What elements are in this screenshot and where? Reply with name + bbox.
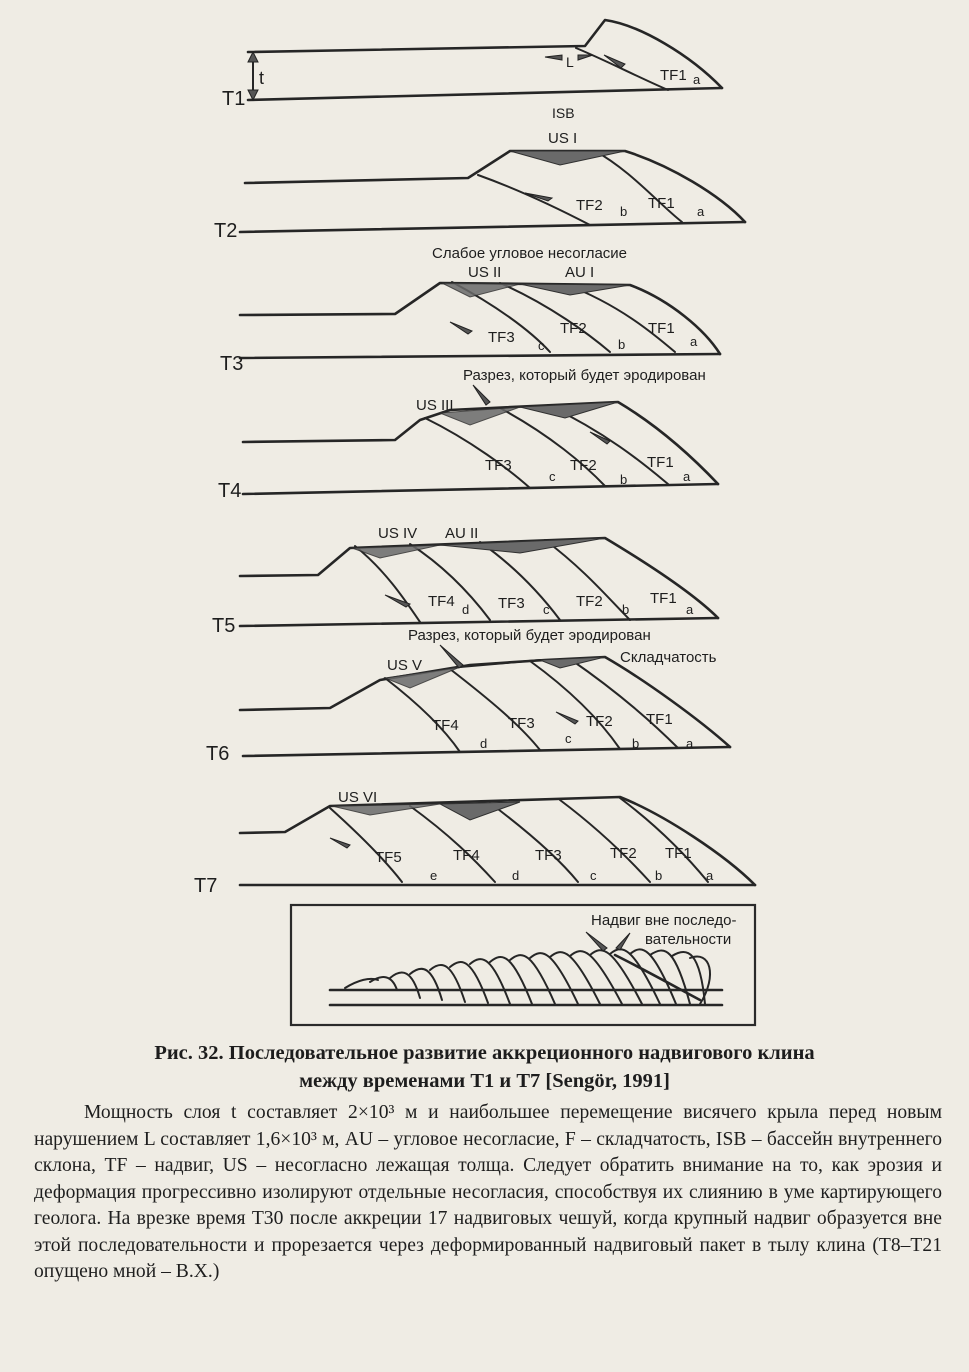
t1-isb-label: ISB (552, 105, 575, 121)
t5-c-label: c (543, 602, 550, 617)
panel-t1 (222, 20, 722, 121)
t1-time-label: T1 (222, 88, 246, 110)
t4-time-label: T4 (218, 480, 242, 502)
t3-b-label: b (618, 337, 626, 352)
t2-a-label: a (697, 204, 705, 219)
panel-t7 (194, 789, 755, 897)
t7-tf2-label: TF2 (610, 845, 637, 862)
panel-t6 (206, 627, 730, 765)
t5-au-label: AU II (445, 525, 479, 542)
t6-c-label: c (565, 731, 572, 746)
t7-a-label: a (706, 868, 714, 883)
inset-label-line2: вательности (645, 931, 732, 948)
t2-time-label: T2 (214, 220, 238, 242)
t5-tf2-label: TF2 (576, 593, 603, 610)
t4-eroded-section-label: Разрез, который будет эродирован (463, 367, 706, 384)
t3-tf2-label: TF2 (560, 320, 587, 337)
t5-tf3-label: TF3 (498, 595, 525, 612)
t6-time-label: T6 (206, 743, 230, 765)
panel-t4 (218, 367, 718, 502)
t6-eroded-section-label: Разрез, который будет эродирован (408, 627, 651, 644)
t7-time-label: T7 (194, 875, 218, 897)
t2-tf1-label: TF1 (648, 195, 675, 212)
t4-c-label: c (549, 469, 556, 484)
t7-d-label: d (512, 868, 520, 883)
t4-tf1-label: TF1 (647, 454, 674, 471)
t3-tf3-label: TF3 (488, 329, 515, 346)
t6-b-label: b (632, 736, 640, 751)
t5-b-label: b (622, 602, 630, 617)
t6-tf3-label: TF3 (508, 715, 535, 732)
t7-c-label: c (590, 868, 597, 883)
t4-us-label: US III (416, 397, 454, 414)
t1-a-label: a (693, 72, 701, 87)
t7-tf4-label: TF4 (453, 847, 480, 864)
t7-b-label: b (655, 868, 663, 883)
t5-a-label: a (686, 602, 694, 617)
t2-us-label: US I (548, 130, 578, 147)
t3-us-label: US II (468, 264, 502, 281)
panel-t3 (220, 245, 720, 375)
t6-d-label: d (480, 736, 488, 751)
t3-time-label: T3 (220, 353, 244, 375)
t5-time-label: T5 (212, 615, 236, 637)
t3-a-label: a (690, 334, 698, 349)
t6-folding-label: Складчатость (620, 649, 717, 666)
t3-weak-unconformity-label: Слабое угловое несогласие (432, 245, 628, 262)
t1-tf1-label: TF1 (660, 67, 687, 84)
panel-t2 (214, 130, 745, 242)
inset-panel (291, 905, 755, 1025)
t6-us-label: US V (387, 657, 423, 674)
t5-tf1-label: TF1 (650, 590, 677, 607)
t6-tf2-label: TF2 (586, 713, 613, 730)
t4-b-label: b (620, 472, 628, 487)
t6-tf1-label: TF1 (646, 711, 673, 728)
t4-tf2-label: TF2 (570, 457, 597, 474)
t5-d-label: d (462, 602, 470, 617)
description-paragraph: Мощность слоя t составляет 2×10³ м и наибольшее перемещение висячего крыла перед новым нарушением L составляет 1,6×10³ м, AU – угловое несогласие, F – складчатость, ISB – бассейн внутреннего склона, TF – надвиг, US – несогласно лежащая толща. Следует обратить внимание на то, как эрозия и деформация прогрессивно изолируют отдельные несогласия, способствуя их слиянию в уме картирующего геолога. На врезке время T30 после аккреции 17 надвиговых чешуй, когда крупный надвиг образуется вне этой последовательности и прорезается через деформированный надвиговый пакет в тылу клина (T8–T21 опущено мной – В.Х.) (34, 1102, 942, 1282)
figure-description (34, 1100, 942, 1286)
figure-caption-line1: Рис. 32. Последовательное развитие аккреционного надвигового клина (154, 1042, 815, 1064)
t2-b-label: b (620, 204, 628, 219)
t7-e-label: e (430, 868, 438, 883)
inset-label-line1: Надвиг вне последо- (591, 912, 737, 929)
t5-tf4-label: TF4 (428, 593, 455, 610)
t7-tf3-label: TF3 (535, 847, 562, 864)
panel-t5 (212, 525, 718, 637)
t1-thickness-label: t (259, 68, 265, 88)
t4-a-label: a (683, 469, 691, 484)
t3-tf1-label: TF1 (648, 320, 675, 337)
t7-us-label: US VI (338, 789, 378, 806)
t3-au-label: AU I (565, 264, 595, 281)
t1-displacement-label: L (566, 54, 574, 70)
t7-tf1-label: TF1 (665, 845, 692, 862)
t6-tf4-label: TF4 (432, 717, 459, 734)
t2-tf2-label: TF2 (576, 197, 603, 214)
t6-a-label: a (686, 736, 694, 751)
t7-tf5-label: TF5 (375, 849, 402, 866)
figure-caption-line2: между временами T1 и T7 [Sengör, 1991] (299, 1070, 670, 1092)
t3-c-label: c (538, 338, 545, 353)
t5-us-label: US IV (378, 525, 418, 542)
t4-tf3-label: TF3 (485, 457, 512, 474)
